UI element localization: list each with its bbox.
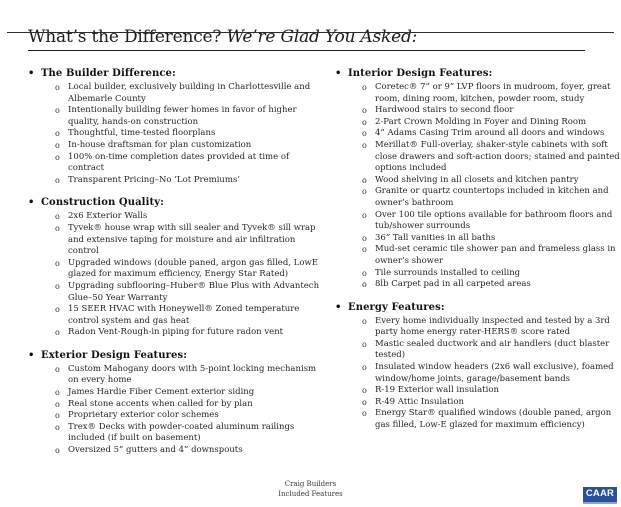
section-heading-row — [28, 68, 321, 80]
list-item-text: Trex® Decks with powder-coated aluminum railings included (if built on basement) — [68, 421, 295, 444]
list-item-text: Thoughtful, time-tested floorplans — [68, 128, 216, 139]
section-heading-row — [28, 350, 321, 362]
list-item-text: Upgraded windows (double paned, argon gas filled, LowE glazed for maximum efficiency, Energy Star Rated) — [68, 257, 318, 280]
feature-section — [28, 197, 321, 339]
circle-bullet-icon: o — [362, 316, 367, 326]
list-item-text: 100% on-time completion dates provided at time of contract — [68, 151, 290, 174]
page-header — [28, 27, 585, 51]
circle-bullet-icon: o — [55, 258, 60, 268]
circle-bullet-icon: o — [55, 281, 60, 291]
list-item-text: Intentionally building fewer homes in favor of higher quality, hands-on construction — [68, 105, 297, 127]
circle-bullet-icon: o — [55, 305, 60, 315]
list-item — [28, 128, 321, 140]
circle-bullet-icon: o — [362, 175, 367, 185]
section-items — [335, 316, 621, 432]
feature-section — [28, 68, 321, 186]
circle-bullet-icon: o — [362, 106, 367, 116]
page-title-main: What’s the Difference? — [28, 27, 227, 47]
list-item — [335, 233, 621, 245]
page-title — [28, 27, 585, 51]
list-item — [335, 244, 621, 267]
list-item — [28, 105, 321, 128]
list-item-text: R-19 Exterior wall insulation — [375, 385, 499, 396]
section-heading-row — [335, 302, 621, 314]
circle-bullet-icon: o — [362, 210, 367, 220]
list-item-text: Proprietary exterior color schemes — [68, 410, 219, 421]
list-item — [28, 399, 321, 411]
circle-bullet-icon: o — [55, 422, 60, 432]
section-heading: Energy Features: — [348, 301, 445, 313]
list-item-text: Upgrading subflooring–Huber® Blue Plus with Advantech Glue–50 Year Warranty — [68, 280, 320, 303]
list-item — [335, 82, 621, 105]
circle-bullet-icon: o — [362, 397, 367, 407]
footer-company: Craig Builders — [284, 480, 337, 488]
feature-section — [28, 350, 321, 457]
list-item — [28, 152, 321, 175]
list-item — [335, 316, 621, 339]
list-item — [335, 362, 621, 385]
circle-bullet-icon: o — [362, 233, 367, 243]
feature-section — [335, 302, 621, 432]
circle-bullet-icon: o — [55, 399, 60, 409]
list-item — [335, 279, 621, 291]
list-item-text: Over 100 tile options available for bathroom floors and tub/shower surrounds — [375, 209, 613, 232]
list-item-text: In-house draftsman for plan customization — [68, 139, 252, 150]
circle-bullet-icon: o — [55, 129, 60, 139]
list-item — [335, 397, 621, 409]
bullet-icon: • — [335, 301, 342, 313]
section-items — [28, 211, 321, 339]
list-item — [28, 223, 321, 258]
circle-bullet-icon: o — [55, 140, 60, 150]
circle-bullet-icon: o — [55, 446, 60, 456]
page-title-accent: We’re Glad You Asked: — [226, 27, 418, 47]
section-items — [335, 82, 621, 291]
list-item-text: Granite or quartz countertops included in kitchen and owner’s bathroom — [375, 186, 609, 208]
section-heading: Interior Design Features: — [348, 68, 493, 79]
list-item — [335, 210, 621, 233]
list-item-text: Hardwood stairs to second floor — [375, 105, 514, 116]
list-item-text: Tile surrounds installed to ceiling — [375, 267, 521, 278]
circle-bullet-icon: o — [362, 187, 367, 197]
right-column — [335, 68, 621, 468]
list-item — [28, 327, 321, 339]
list-item — [28, 304, 321, 327]
left-column — [28, 68, 321, 468]
list-item-text: Mud-set ceramic tile shower pan and frameless glass in owner’s shower — [375, 244, 616, 266]
circle-bullet-icon: o — [55, 223, 60, 233]
feature-section — [335, 68, 621, 291]
circle-bullet-icon: o — [362, 268, 367, 278]
list-item — [335, 408, 621, 431]
list-item — [28, 410, 321, 422]
page-top-rule — [7, 32, 614, 33]
list-item-text: 2-Part Crown Molding in Foyer and Dining Room — [375, 116, 587, 127]
list-item-text: Radon Vent-Rough-in piping for future radon vent — [68, 327, 284, 338]
caar-logo: CAAR — [583, 487, 617, 504]
list-item-text: Real stone accents when called for by plan — [68, 398, 253, 409]
list-item-text: Merillat® Full-overlay, shaker-style cabinets with soft close drawers and soft-action doors; stained and painted options included — [375, 139, 620, 174]
circle-bullet-icon: o — [362, 363, 367, 373]
list-item — [335, 186, 621, 209]
list-item — [335, 339, 621, 362]
circle-bullet-icon: o — [55, 388, 60, 398]
circle-bullet-icon: o — [362, 83, 367, 92]
list-item-text: Mastic sealed ductwork and air handlers (duct blaster tested) — [375, 338, 610, 361]
list-item-text: 15 SEER HVAC with Honeywell® Zoned temperature control system and gas heat — [68, 304, 300, 326]
list-item-text: Energy Star® qualified windows (double paned, argon gas filled, Low-E glazed for maximum efficiency) — [375, 408, 612, 431]
circle-bullet-icon: o — [362, 140, 367, 150]
circle-bullet-icon: o — [55, 212, 60, 222]
circle-bullet-icon: o — [55, 328, 60, 338]
section-heading-row — [28, 197, 321, 209]
circle-bullet-icon: o — [55, 152, 60, 162]
list-item — [28, 281, 321, 304]
circle-bullet-icon: o — [362, 129, 367, 139]
list-item-text: Oversized 5” gutters and 4” downspouts — [68, 445, 243, 456]
list-item-text: R-49 Attic Insulation — [375, 396, 464, 407]
circle-bullet-icon: o — [362, 339, 367, 349]
list-item-text: Every home individually inspected and tested by a 3rd party home energy rater-HERS® score rated — [375, 315, 610, 338]
list-item — [28, 422, 321, 445]
list-item — [335, 175, 621, 187]
bullet-icon: • — [28, 197, 35, 209]
circle-bullet-icon: o — [362, 409, 367, 419]
page-footer — [0, 480, 621, 499]
circle-bullet-icon: o — [55, 364, 60, 374]
list-item — [28, 211, 321, 223]
section-heading-row — [335, 68, 621, 80]
list-item — [28, 82, 321, 105]
list-item — [335, 128, 621, 140]
list-item-text: Tyvek® house wrap with sill sealer and Tyvek® sill wrap and extensive taping for moisture and air infiltration control — [68, 222, 316, 257]
list-item-text: Coretec® 7” or 9” LVP floors in mudroom, foyer, great room, dining room, kitchen, powder room, study — [375, 82, 611, 104]
list-item — [28, 175, 321, 187]
section-items — [28, 364, 321, 457]
list-item — [28, 364, 321, 387]
circle-bullet-icon: o — [362, 386, 367, 396]
circle-bullet-icon: o — [55, 411, 60, 421]
list-item-text: James Hardie Fiber Cement exterior siding — [68, 387, 255, 398]
section-heading: Exterior Design Features: — [41, 349, 187, 361]
list-item-text: 4” Adams Casing Trim around all doors and windows — [375, 128, 605, 139]
list-item — [335, 268, 621, 280]
list-item-text: Wood shelving in all closets and kitchen pantry — [375, 174, 579, 185]
circle-bullet-icon: o — [55, 106, 60, 116]
list-item-text: 2x6 Exterior Walls — [68, 211, 148, 222]
circle-bullet-icon: o — [362, 280, 367, 290]
circle-bullet-icon: o — [55, 83, 60, 92]
list-item — [28, 387, 321, 399]
bullet-icon: • — [28, 349, 35, 361]
circle-bullet-icon: o — [55, 175, 60, 185]
list-item-text: 36” Tall vanities in all baths — [375, 232, 496, 243]
circle-bullet-icon: o — [362, 117, 367, 127]
list-item-text: Custom Mahogany doors with 5-point locking mechanism on every home — [68, 363, 317, 386]
section-heading: The Builder Difference: — [41, 68, 176, 79]
section-items — [28, 82, 321, 186]
list-item — [335, 140, 621, 175]
list-item — [335, 117, 621, 129]
bullet-icon: • — [28, 68, 35, 79]
list-item — [28, 445, 321, 457]
section-heading: Construction Quality: — [41, 197, 164, 209]
list-item-text: Transparent Pricing–No ‘Lot Premiums’ — [68, 174, 241, 185]
feature-columns — [28, 68, 620, 468]
list-item-text: 8lb Carpet pad in all carpeted areas — [375, 279, 531, 290]
circle-bullet-icon: o — [362, 245, 367, 255]
bullet-icon: • — [335, 68, 342, 79]
footer-subtitle: Included Features — [278, 489, 343, 498]
list-item-text: Insulated window headers (2x6 wall exclusive), foamed window/home joints, garage/basement bands — [375, 362, 614, 384]
list-item — [28, 140, 321, 152]
list-item-text: Local builder, exclusively building in Charlottesville and Albemarle County — [68, 82, 311, 104]
list-item — [28, 258, 321, 281]
list-item — [335, 385, 621, 397]
list-item — [335, 105, 621, 117]
